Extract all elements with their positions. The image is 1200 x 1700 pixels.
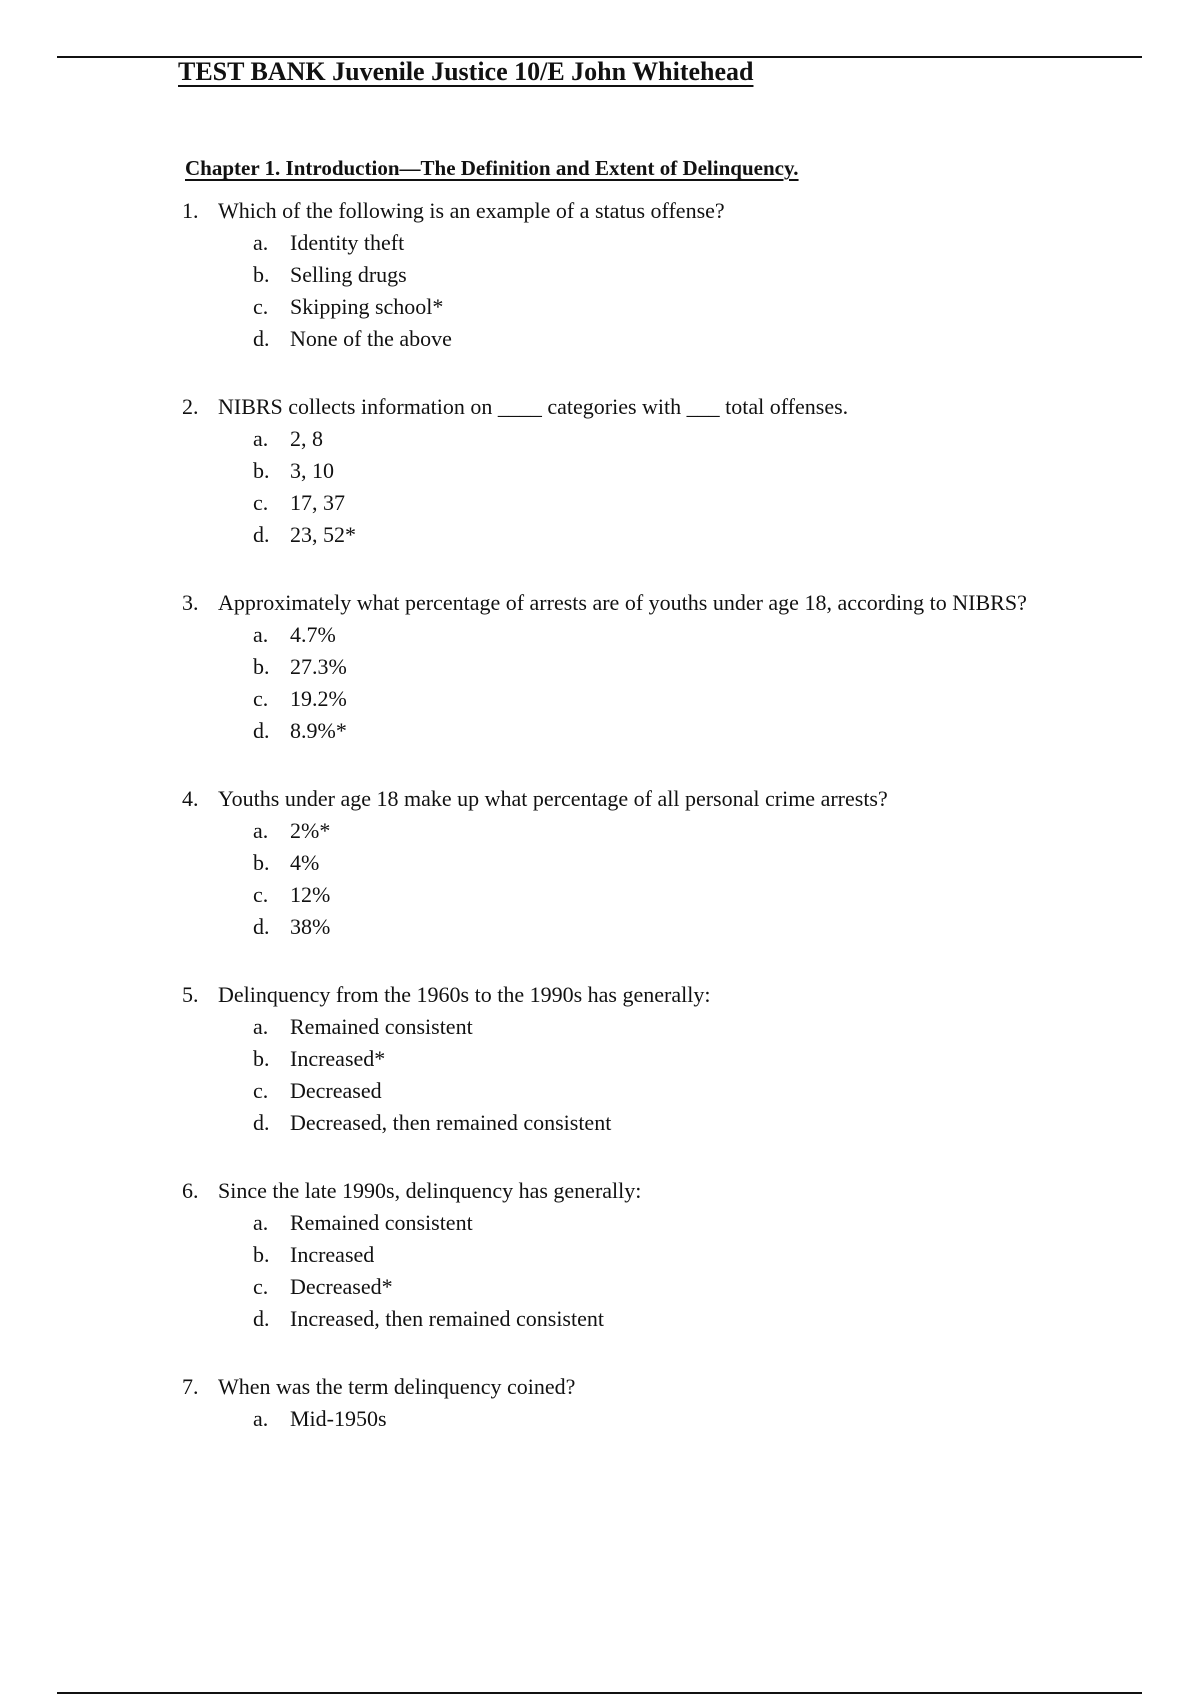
option-text: Decreased bbox=[290, 1078, 382, 1103]
answer-option bbox=[0, 1043, 1200, 1075]
question-text: Youths under age 18 make up what percentage of all personal crime arrests? bbox=[218, 786, 888, 811]
answer-options bbox=[0, 1011, 1200, 1139]
question-2 bbox=[0, 391, 1200, 551]
question-3 bbox=[0, 587, 1200, 747]
answer-option bbox=[0, 259, 1200, 291]
option-letter: b. bbox=[253, 458, 270, 483]
answer-option bbox=[0, 291, 1200, 323]
answer-options bbox=[0, 1207, 1200, 1335]
question-text: When was the term delinquency coined? bbox=[218, 1374, 576, 1399]
answer-option bbox=[0, 519, 1200, 551]
answer-option bbox=[0, 911, 1200, 943]
option-text: Mid-1950s bbox=[290, 1406, 387, 1431]
answer-option bbox=[0, 847, 1200, 879]
answer-options bbox=[0, 815, 1200, 943]
document-title: TEST BANK Juvenile Justice 10/E John Whitehead bbox=[178, 57, 754, 86]
option-text: Decreased* bbox=[290, 1274, 393, 1299]
answer-option bbox=[0, 487, 1200, 519]
answer-option bbox=[0, 651, 1200, 683]
answer-options bbox=[0, 423, 1200, 551]
answer-option bbox=[0, 1107, 1200, 1139]
question-text: Since the late 1990s, delinquency has generally: bbox=[218, 1178, 642, 1203]
answer-option bbox=[0, 879, 1200, 911]
question-1 bbox=[0, 195, 1200, 355]
option-letter: c. bbox=[253, 294, 269, 319]
question-number: 4. bbox=[182, 786, 199, 811]
option-letter: c. bbox=[253, 490, 269, 515]
option-letter: b. bbox=[253, 654, 270, 679]
answer-option bbox=[0, 1271, 1200, 1303]
option-text: 17, 37 bbox=[290, 490, 345, 515]
option-text: 27.3% bbox=[290, 654, 347, 679]
option-text: Remained consistent bbox=[290, 1014, 473, 1039]
option-letter: c. bbox=[253, 1078, 269, 1103]
question-number: 7. bbox=[182, 1374, 199, 1399]
answer-option bbox=[0, 455, 1200, 487]
answer-option bbox=[0, 1239, 1200, 1271]
question-number: 6. bbox=[182, 1178, 199, 1203]
option-text: Increased bbox=[290, 1242, 375, 1267]
option-text: 3, 10 bbox=[290, 458, 334, 483]
option-letter: a. bbox=[253, 426, 269, 451]
option-letter: c. bbox=[253, 1274, 269, 1299]
option-text: 38% bbox=[290, 914, 331, 939]
option-text: Decreased, then remained consistent bbox=[290, 1110, 612, 1135]
option-letter: a. bbox=[253, 1014, 269, 1039]
answer-option bbox=[0, 323, 1200, 355]
option-text: 4.7% bbox=[290, 622, 336, 647]
option-text: 4% bbox=[290, 850, 320, 875]
option-letter: a. bbox=[253, 230, 269, 255]
option-letter: a. bbox=[253, 622, 269, 647]
option-letter: a. bbox=[253, 1210, 269, 1235]
question-number: 2. bbox=[182, 394, 199, 419]
answer-options bbox=[0, 1403, 1200, 1435]
option-text: 2%* bbox=[290, 818, 331, 843]
option-letter: b. bbox=[253, 262, 270, 287]
answer-option bbox=[0, 619, 1200, 651]
answer-option bbox=[0, 227, 1200, 259]
question-4 bbox=[0, 783, 1200, 943]
question-text: Approximately what percentage of arrests are of youths under age 18, according to NIBRS? bbox=[218, 590, 1027, 615]
question-number: 5. bbox=[182, 982, 199, 1007]
question-number: 1. bbox=[182, 198, 199, 223]
answer-option bbox=[0, 1075, 1200, 1107]
answer-option bbox=[0, 1207, 1200, 1239]
option-text: Increased* bbox=[290, 1046, 386, 1071]
option-text: 8.9%* bbox=[290, 718, 347, 743]
option-letter: a. bbox=[253, 818, 269, 843]
option-text: 23, 52* bbox=[290, 522, 356, 547]
answer-option bbox=[0, 1303, 1200, 1335]
question-number: 3. bbox=[182, 590, 199, 615]
answer-option bbox=[0, 715, 1200, 747]
option-letter: c. bbox=[253, 686, 269, 711]
option-letter: d. bbox=[253, 718, 270, 743]
answer-option bbox=[0, 815, 1200, 847]
option-text: Increased, then remained consistent bbox=[290, 1306, 604, 1331]
option-text: 19.2% bbox=[290, 686, 347, 711]
question-text: Delinquency from the 1960s to the 1990s has generally: bbox=[218, 982, 711, 1007]
option-text: Remained consistent bbox=[290, 1210, 473, 1235]
option-text: Selling drugs bbox=[290, 262, 407, 287]
option-text: 2, 8 bbox=[290, 426, 323, 451]
option-letter: d. bbox=[253, 1306, 270, 1331]
option-letter: b. bbox=[253, 850, 270, 875]
option-letter: d. bbox=[253, 326, 270, 351]
option-letter: d. bbox=[253, 1110, 270, 1135]
option-letter: b. bbox=[253, 1046, 270, 1071]
bottom-rule bbox=[57, 1692, 1142, 1694]
answer-option bbox=[0, 683, 1200, 715]
question-5 bbox=[0, 979, 1200, 1139]
option-letter: a. bbox=[253, 1406, 269, 1431]
answer-options bbox=[0, 227, 1200, 355]
question-text: NIBRS collects information on ____ categories with ___ total offenses. bbox=[218, 394, 849, 419]
answer-options bbox=[0, 619, 1200, 747]
option-text: None of the above bbox=[290, 326, 452, 351]
answer-option bbox=[0, 1011, 1200, 1043]
option-letter: c. bbox=[253, 882, 269, 907]
answer-option bbox=[0, 1403, 1200, 1435]
question-text: Which of the following is an example of a status offense? bbox=[218, 198, 725, 223]
option-letter: b. bbox=[253, 1242, 270, 1267]
option-text: Identity theft bbox=[290, 230, 405, 255]
question-list bbox=[0, 195, 1200, 1471]
option-letter: d. bbox=[253, 914, 270, 939]
question-6 bbox=[0, 1175, 1200, 1335]
option-text: 12% bbox=[290, 882, 331, 907]
option-text: Skipping school* bbox=[290, 294, 444, 319]
question-7 bbox=[0, 1371, 1200, 1435]
chapter-heading: Chapter 1. Introduction—The Definition and Extent of Delinquency. bbox=[185, 156, 799, 180]
option-letter: d. bbox=[253, 522, 270, 547]
answer-option bbox=[0, 423, 1200, 455]
